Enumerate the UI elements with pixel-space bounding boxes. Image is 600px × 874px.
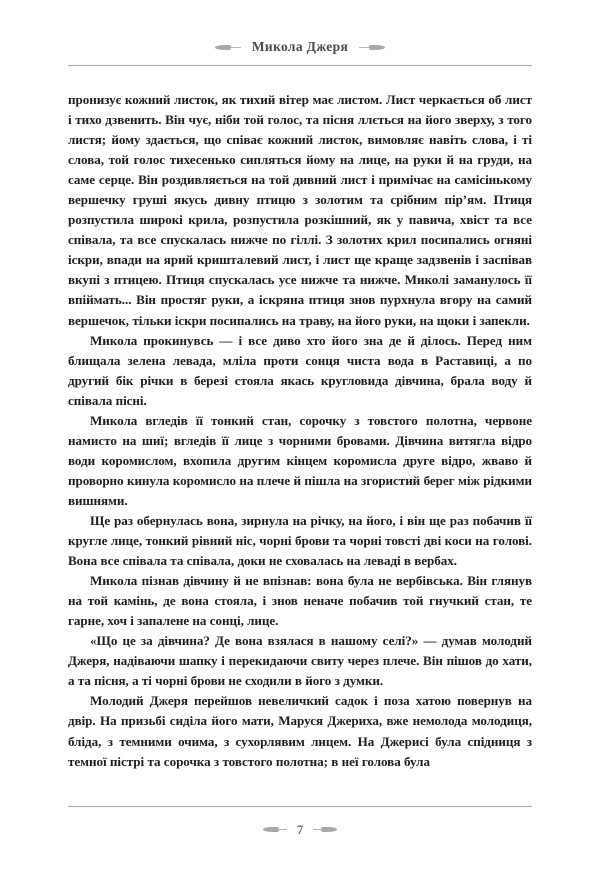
leaf-ornament-left-icon — [215, 43, 241, 52]
paragraph: Молодий Джеря перейшов невеличкий садок і поза хатою повернув на двір. На призьбі сиділа його мати, Маруся Джериха, вже немолода молодиця, бліда, з темними очима, з сухорлявим лицем. На Джерисі була спідниця з темної пістрі та сорочка з товстого полотна; в неї голова була — [68, 693, 532, 769]
paragraph: Микола прокинувсь — і все диво хто його зна де й ділось. Перед ним блищала зелена левада, мліла проти сонця чиста вода в Раставиці, а по другий бік річки в березі стояла якась кругловида дівчина, брала воду й співала пісні. — [68, 332, 532, 408]
leaf-ornament-right-icon — [313, 825, 337, 834]
leaf-ornament-left-icon — [263, 825, 287, 834]
leaf-ornament-right-icon — [359, 43, 385, 52]
folio — [0, 820, 600, 838]
running-head — [68, 38, 532, 56]
running-head-title: Микола Джеря — [251, 39, 349, 55]
paragraph: Микола пізнав дівчину й не впізнав: вона була не вербівська. Він глянув на той камінь, де вона стояла, і знов неначе побачив той гнучкий стан, те гарне, хоч і запалене на сонці, лице. — [68, 573, 532, 629]
paragraph: Микола вгледів її тонкий стан, сорочку з товстого полотна, червоне намисто на шиї; вгледів її лице з чорними бровами. Дівчина витягла відро води коромислом, вхопила другим кінцем коромисла друге відро, жваво й проворно кинула коромисло на плече й пішла на згористий берег між рідкими вишнями. — [68, 412, 532, 508]
header-rule — [68, 65, 532, 66]
paragraph: «Що це за дівчина? Де вона взялася в нашому селі?» — думав молодий Джеря, надіваючи шапку і перекидаючи свиту через плече. Він пішов до хати, а та пісня, а ті чорні брови не сходили в його з думки. — [68, 633, 532, 689]
paragraph: Ще раз обернулась вона, зирнула на річку, на його, і він ще раз побачив її кругле лице, тонкий рівний ніс, чорні брови та чорні товсті дві коси на голові. Вона все співала та співала, доки не сховалась на леваді в вербах. — [68, 512, 532, 569]
page-number: 7 — [296, 821, 304, 837]
footer-rule — [68, 806, 532, 807]
paragraph: пронизує кожний листок, як тихий вітер має листом. Лист черкається об лист і тихо дзвенить. Він чує, ніби той голос, та пісня ллється на його зверху, з того листя; йому здається, що співає кожний листок, вимовляє навіть слова, і ті слова, той голос тихесенько сипляться йому на лице, на руки й на груди, на саме серце. Він роздивляється на той дивний лист і примічає на самісінькому вершечку груші якусь дивну птицю з золотим та срібним пір’ям. Птиця розпустила широкі крила, розпустила розкішний, як у павича, хвіст та все співала, та все спускалась нижче по гіллі. З золотих крил посипались огняні іскри, впади на ярий кришталевий лист, і лист ще краще задзвенів і заспівав вкупі з птицею. Птиця спускалась усе нижче та нижче. Миколі заманулось її впіймать... Він простяг руки, а іскряна птиця знов пурхнула вгору на самий вершечок, тільки іскри посипались на траву, на його руки, на щоки і запекли. — [68, 92, 532, 328]
body-text-block — [68, 90, 532, 772]
